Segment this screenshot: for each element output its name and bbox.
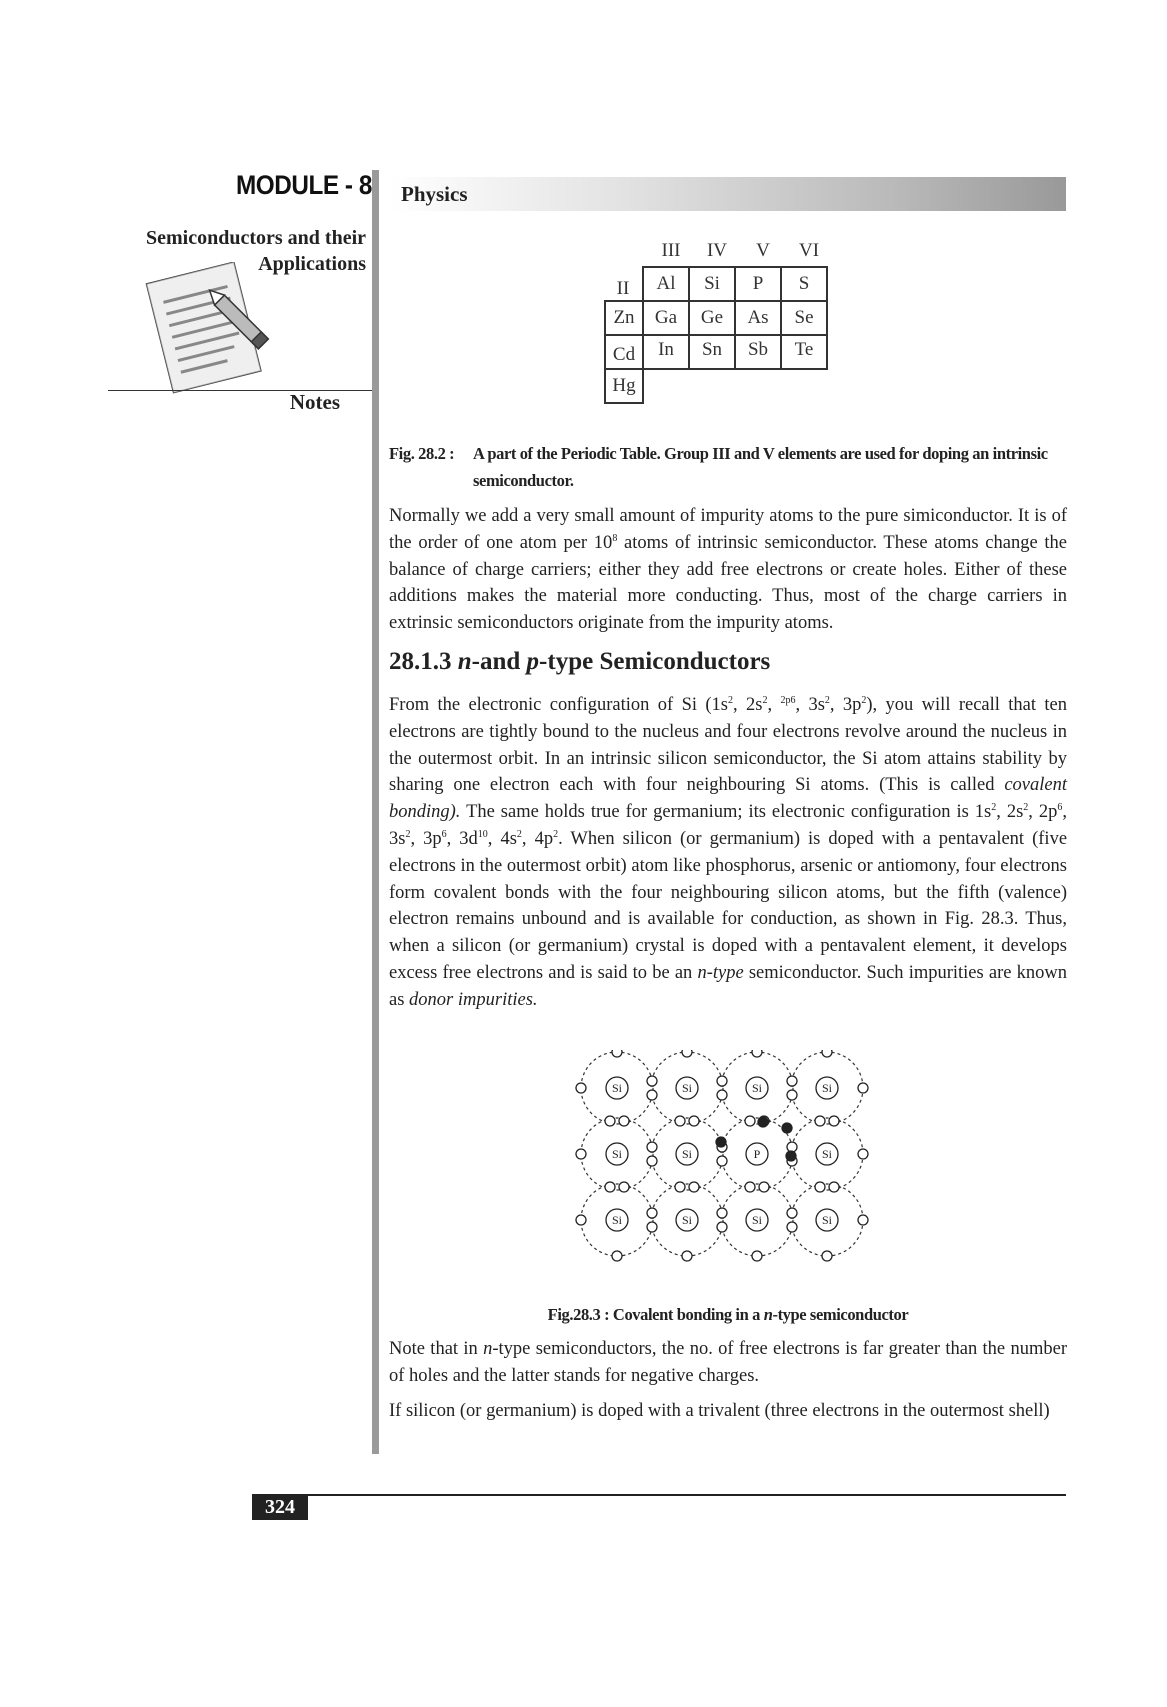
body-paragraph: Note that in n-type semiconductors, the no. of free electrons is far greater than the number of holes and the latter stands for negative charges. <box>389 1339 1067 1386</box>
bond-electron <box>759 1182 769 1192</box>
bond-electron <box>717 1208 727 1218</box>
bond-electron <box>815 1182 825 1192</box>
atom-label: Si <box>821 1147 833 1161</box>
bond-electron <box>689 1116 699 1126</box>
atom-label: Si <box>681 1213 693 1227</box>
notes-label: Notes <box>289 390 340 414</box>
element-cell: S <box>780 266 828 302</box>
bond-electron <box>745 1182 755 1192</box>
bond-electron <box>605 1182 615 1192</box>
atom-label: Si <box>681 1081 693 1095</box>
free-electron <box>782 1123 792 1133</box>
subject-header <box>389 177 1066 211</box>
bond-electron <box>689 1182 699 1192</box>
free-electron <box>786 1151 796 1161</box>
bond-electron <box>829 1182 839 1192</box>
atom-label: Si <box>751 1213 763 1227</box>
bond-electron <box>787 1208 797 1218</box>
page-number: 324 <box>252 1494 308 1520</box>
free-electron <box>716 1137 726 1147</box>
bond-electron <box>752 1251 762 1261</box>
bond-electron <box>787 1090 797 1100</box>
row-header: II <box>616 278 630 299</box>
section-heading: 28.1.3 n-and p-type Semiconductors <box>389 648 771 675</box>
figure-caption: Fig.28.3 : Covalent bonding in a n-type semiconductor <box>547 1305 909 1324</box>
element-cell: Ge <box>688 300 736 336</box>
bond-electron <box>858 1215 868 1225</box>
element-cell: As <box>734 300 782 336</box>
bond-electron <box>647 1222 657 1232</box>
bond-electron <box>576 1149 586 1159</box>
atom-label: Si <box>681 1147 693 1161</box>
bond-electron <box>647 1076 657 1086</box>
bond-electron <box>682 1251 692 1261</box>
covalent-lattice-diagram <box>575 1050 875 1270</box>
element-cell: Hg <box>604 368 644 404</box>
bond-electron <box>576 1215 586 1225</box>
bond-electron <box>647 1208 657 1218</box>
bond-electron <box>647 1090 657 1100</box>
bond-electron <box>829 1116 839 1126</box>
atom-label: Si <box>821 1213 833 1227</box>
bond-electron <box>675 1182 685 1192</box>
element-cell: Te <box>780 334 828 370</box>
body-paragraph: From the electronic configuration of Si ($1s^2$, $2s^2$, $^{2p6}$, $3s^2$, $3p^2$), you will recall that ten electrons are tightly bound to the nucleus and four electrons revolve around the nucleus in the outermost orbit. In an intrinsic silicon semiconductor, the Si atom attains stability by sharing one electron each with four neighbouring Si atoms. (This is called covalent bonding). The same holds true for germanium; its electronic configuration is $1s^2$, $2s^2$, $2p^6$, $3s^2$, $3p^6$, $3d^{10}$, $4s^2$, $4p^2$. When silicon (or germanium) is doped with a pentavalent (five electrons in the outermost orbit) atom like phosphorus, arsenic or antiomony, four electrons form covalent bonds with the four neighbouring silicon atoms, but the fifth (valence) electron remains unbound and is available for conduction, as shown in Fig. 28.3. Thus, when a silicon (or germanium) crystal is doped with a pentavalent element, it develops excess free electrons and is said to be an n-type semiconductor. Such impurities are known as donor impurities. <box>389 694 1068 1010</box>
subject-title: Physics <box>401 182 468 206</box>
bond-electron <box>717 1156 727 1166</box>
bond-electron <box>612 1251 622 1261</box>
bond-electron <box>822 1251 832 1261</box>
free-electron <box>758 1117 768 1127</box>
bond-electron <box>605 1116 615 1126</box>
bond-electron <box>745 1116 755 1126</box>
bond-electron <box>647 1156 657 1166</box>
atom-label: P <box>753 1147 761 1161</box>
atom-label: Si <box>611 1081 623 1095</box>
element-cell: Sb <box>734 334 782 370</box>
element-cell: In <box>642 334 690 370</box>
bond-electron <box>717 1222 727 1232</box>
group-header: V <box>756 240 770 261</box>
bond-electron <box>787 1076 797 1086</box>
bond-electron <box>822 1050 832 1057</box>
element-cell: Sn <box>688 334 736 370</box>
bond-electron <box>858 1149 868 1159</box>
bond-electron <box>682 1050 692 1057</box>
bond-electron <box>612 1050 622 1057</box>
atom-label: Si <box>611 1147 623 1161</box>
bond-electron <box>576 1083 586 1093</box>
atom-label: Si <box>751 1081 763 1095</box>
bond-electron <box>619 1182 629 1192</box>
element-cell: Se <box>780 300 828 336</box>
element-cell: Cd <box>604 334 644 370</box>
bond-electron <box>647 1142 657 1152</box>
element-cell: Al <box>642 266 690 302</box>
body-paragraph: Normally we add a very small amount of impurity atoms to the pure simiconductor. It is of the order of one atom per $10^8$ atoms of intrinsic semiconductor. These atoms change the balance of charge carriers; either they add free electrons or create holes. Either of these additions makes the material more conducting. Thus, most of the charge carriers in extrinsic semiconductors originate from the impurity atoms. <box>389 506 1067 634</box>
bond-electron <box>675 1116 685 1126</box>
atom-label: Si <box>611 1213 623 1227</box>
element-cell: Si <box>688 266 736 302</box>
body-paragraph: If silicon (or germanium) is doped with a trivalent (three electrons in the outermost shell) <box>389 1401 1050 1421</box>
notes-pencil-icon <box>140 262 290 402</box>
module-label: MODULE - 8 <box>236 170 372 200</box>
figure-label: Fig. 28.2 : <box>389 444 455 463</box>
group-header: IV <box>706 240 728 261</box>
figure-caption-text: A part of the Periodic Table. Group III and V elements are used for doping an intrinsic semiconductor. <box>473 444 1048 490</box>
bond-electron <box>815 1116 825 1126</box>
element-cell: P <box>734 266 782 302</box>
element-cell: Ga <box>642 300 690 336</box>
bond-electron <box>619 1116 629 1126</box>
group-header: VI <box>798 240 820 261</box>
footer-rule <box>252 1494 1066 1496</box>
atom-label: Si <box>821 1081 833 1095</box>
element-cell: Zn <box>604 300 644 336</box>
margin-rule <box>372 170 379 1454</box>
bond-electron <box>858 1083 868 1093</box>
bond-electron <box>717 1076 727 1086</box>
group-header: III <box>661 240 681 261</box>
bond-electron <box>787 1222 797 1232</box>
bond-electron <box>717 1090 727 1100</box>
bond-electron <box>752 1050 762 1057</box>
chapter-title: Semiconductors and their Applications <box>146 227 366 275</box>
